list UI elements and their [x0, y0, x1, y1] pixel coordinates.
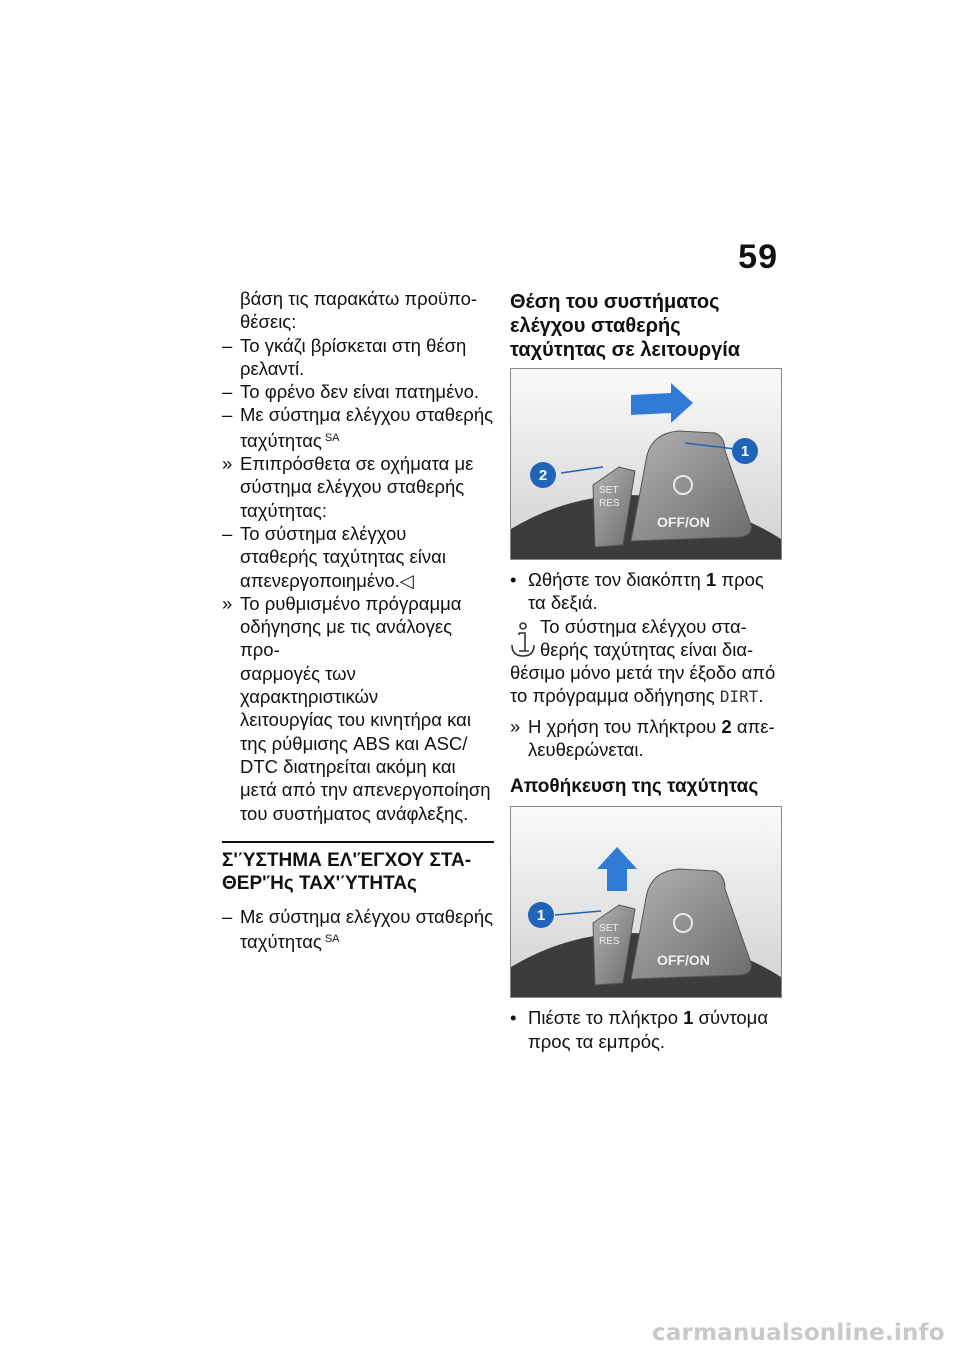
section-divider: [222, 841, 494, 843]
text-line: του συστήματος ανάφλεξης.: [240, 802, 469, 824]
key-number: 1: [705, 569, 717, 590]
text-line: Το φρένο δεν είναι πατημένο.: [240, 381, 480, 403]
section-requirement: [222, 905, 494, 954]
text-line: της ρύθμισης ABS και ASC/: [240, 732, 468, 754]
condition-cruise-option: [222, 403, 494, 452]
text-fragment: .: [758, 685, 764, 707]
text-line: βάση τις παρακάτω προϋπο-: [240, 288, 478, 309]
text-line: ρελαντί.: [240, 357, 305, 379]
text-line: οδήγησης με τις ανάλογες προ-: [240, 616, 453, 661]
bullet-mark: •: [510, 1007, 517, 1029]
heading-line: Θέση του συστήματος: [510, 291, 720, 313]
condition-brake: [222, 380, 494, 403]
text-line: ταχύτητας: [240, 931, 322, 953]
arrow-mark: »: [510, 715, 521, 737]
text-line: ταχύτητας:: [240, 499, 327, 521]
heading-switch-on: [510, 290, 782, 362]
condition-idle: [222, 334, 494, 381]
text-fragment: Πιέστε το πλήκτρο: [528, 1007, 684, 1029]
left-column: [222, 287, 494, 953]
text-fragment: Η χρήση του πλήκτρου: [528, 715, 722, 737]
key-number: 1: [683, 1007, 694, 1029]
callout-1: 1: [536, 907, 546, 925]
riding-mode-name: DIRT: [719, 687, 759, 707]
info-note: [510, 615, 782, 709]
text-line: θέσιμο μόνο μετά την έξοδο από: [510, 662, 776, 684]
bullet-mark: •: [510, 569, 517, 590]
text-line: θέσεις:: [240, 311, 297, 333]
heading-line: ταχύτητας σε λειτουργία: [510, 339, 741, 361]
section-heading: [222, 849, 494, 895]
text-line: προς τα εμπρός.: [528, 1030, 666, 1052]
heading-line: ΘΕΡ'Ής ΤΑΧ'ΎΤΗΤΑς: [222, 872, 417, 894]
dash-mark: –: [222, 381, 233, 403]
text-line: DTC διατηρείται ακόμη και: [240, 755, 456, 777]
heading-line: ελέγχου σταθερής: [510, 315, 681, 337]
offon-label: OFF/ON: [657, 514, 710, 530]
callout-2: 2: [538, 467, 548, 484]
callout-1: 1: [740, 443, 750, 460]
text-line: Το ρυθμισμένο πρόγραμμα: [240, 592, 462, 614]
set-label: SET: [599, 485, 619, 496]
arrow-mark: »: [222, 453, 233, 475]
text-line: θερής ταχύτητας είναι δια-: [540, 638, 754, 660]
text-fragment: σύντομα: [693, 1007, 769, 1029]
res-label: RES: [599, 936, 620, 948]
set-label: SET: [599, 923, 619, 935]
arrow-note-key-release: [510, 715, 782, 762]
step-push-switch: [510, 568, 782, 615]
text-line: σαρμογές των χαρακτηριστικών: [240, 662, 379, 708]
info-icon: [510, 619, 536, 657]
end-mark-icon: ◁: [399, 569, 415, 591]
dash-mark: –: [222, 404, 233, 426]
text-line: Επιπρόσθετα σε οχήματα με: [240, 453, 474, 475]
page-number: 59: [738, 238, 778, 276]
text-line: ταχύτητας: [240, 429, 322, 451]
sa-superscript: SA: [324, 431, 340, 444]
sa-superscript: SA: [324, 933, 340, 946]
text-line: Το γκάζι βρίσκεται στη θέση: [240, 334, 467, 356]
text-fragment: προς: [716, 569, 764, 590]
figure-cruise-switch: [510, 368, 782, 560]
watermark-link[interactable]: carmanualsonline.info: [652, 1320, 945, 1346]
text-line: λειτουργίας του κινητήρα και: [240, 709, 471, 731]
key-number: 2: [721, 715, 732, 737]
arrow-note-riding-mode: [222, 592, 494, 825]
heading-store-speed: Αποθήκευση της ταχύτητας: [510, 776, 759, 798]
arrow-mark: »: [222, 592, 233, 614]
figure-set-button: [510, 806, 782, 998]
text-line: μετά από την απενεργοποίηση: [240, 779, 491, 801]
arrow-note-additional: [222, 452, 494, 522]
text-line: τα δεξιά.: [528, 592, 598, 614]
text-line: Το σύστημα ελέγχου στα-: [540, 615, 747, 637]
text-fragment: το πρόγραμμα οδήγησης: [510, 685, 720, 707]
condition-cruise-off: [222, 522, 494, 592]
text-line: Με σύστημα ελέγχου σταθερής: [240, 905, 494, 927]
dash-mark: –: [222, 334, 233, 356]
text-line: λευθερώνεται.: [528, 739, 644, 761]
text-line: σταθερής ταχύτητας είναι: [240, 546, 446, 568]
heading-line: Σ'ΎΣΤΗΜΑ ΕΛ'ΈΓΧΟΥ ΣΤΑ-: [222, 849, 472, 871]
offon-label: OFF/ON: [657, 952, 710, 969]
text-line: Με σύστημα ελέγχου σταθερής: [240, 404, 494, 426]
text-fragment: απε-: [731, 715, 775, 737]
text-line: απενεργοποιημένο.: [240, 569, 400, 591]
text-line: σύστημα ελέγχου σταθερής: [240, 476, 465, 498]
text-line: Το σύστημα ελέγχου: [240, 522, 407, 544]
dash-mark: –: [222, 905, 233, 927]
step-press-button: [510, 1006, 782, 1053]
right-column: [510, 290, 782, 1053]
res-label: RES: [599, 498, 620, 509]
continued-text: [222, 287, 494, 334]
dash-mark: –: [222, 522, 233, 544]
text-fragment: Ωθήστε τον διακόπτη: [528, 569, 706, 590]
